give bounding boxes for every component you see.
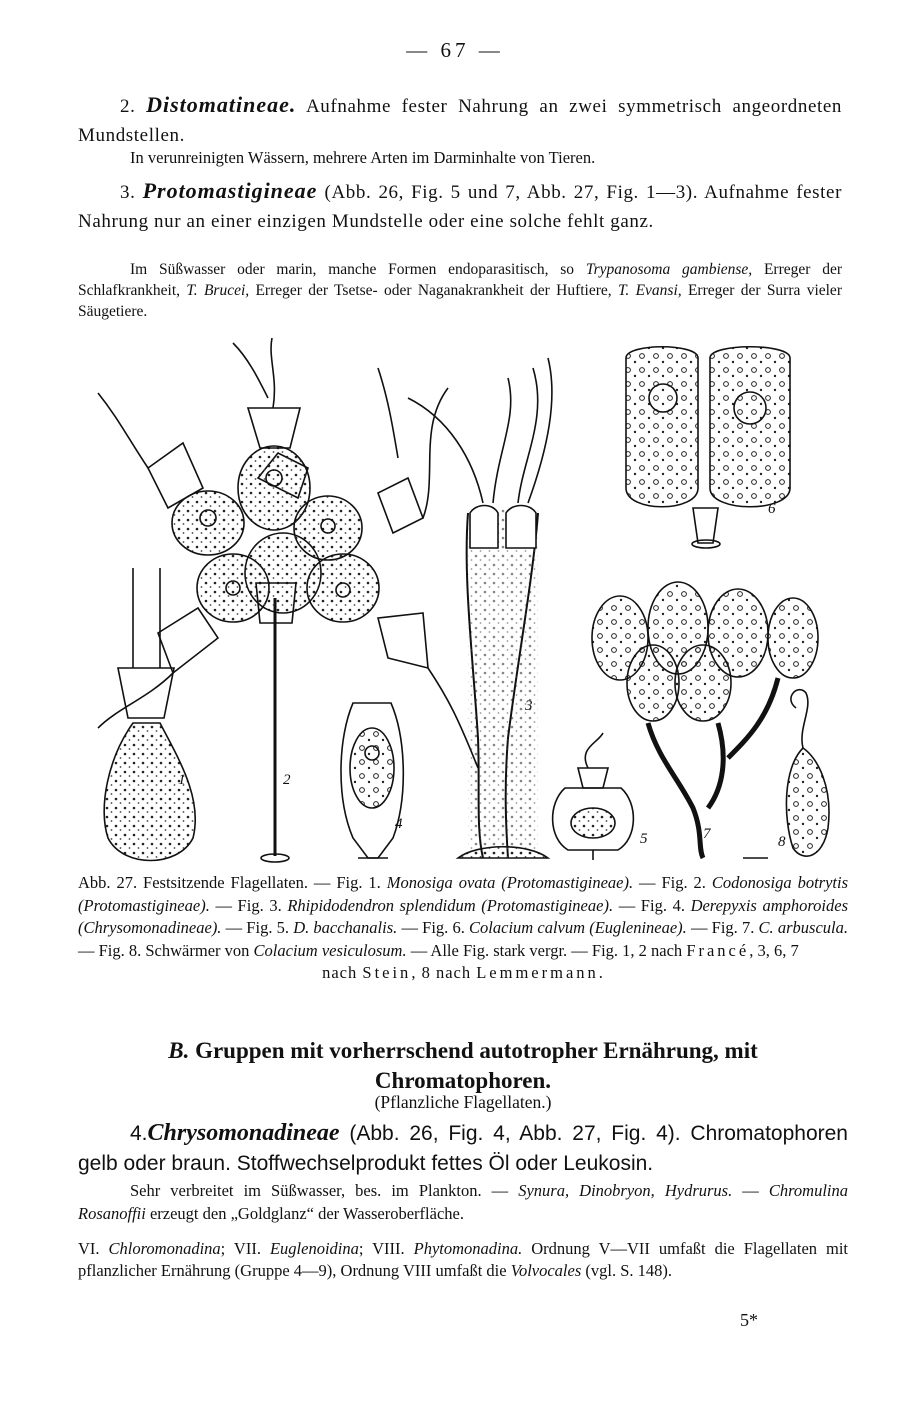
caption-author: Lemmermann <box>476 963 599 982</box>
classification-paragraph <box>78 1238 848 1282</box>
item-2-paragraph <box>78 90 842 150</box>
figure-caption <box>78 872 848 985</box>
caption-text: — Fig. 8. Schwärmer von <box>78 940 254 960</box>
item-3-paragraph <box>78 176 842 236</box>
item-3-name: Protomastigineae <box>142 178 318 203</box>
caption-text: — Fig. 4. <box>613 895 691 915</box>
item-2-name: Distomatineae. <box>146 92 297 117</box>
figure-8-drawing <box>786 690 829 856</box>
signature-mark: 5* <box>740 1310 758 1330</box>
class-text: VI. <box>78 1239 109 1258</box>
caption-author: Stein <box>362 963 412 982</box>
caption-species: Colacium calvum (Euglenineae). <box>469 918 687 937</box>
figure-label-4: 4 <box>395 816 403 832</box>
caption-text: — Fig. 3. <box>209 895 288 915</box>
caption-species: D. bacchanalis. <box>293 918 398 937</box>
species-name: T. Evansi, <box>617 282 682 299</box>
caption-text: — Fig. 2. <box>633 873 712 892</box>
figure-label-1: 1 <box>178 772 186 788</box>
caption-text: — Alle Fig. stark vergr. — Fig. 1, 2 nach <box>406 940 687 960</box>
figure-7-drawing <box>592 582 818 858</box>
figure-5-drawing <box>553 733 634 860</box>
flagellates-illustration <box>78 338 848 872</box>
item-2-note <box>78 147 842 169</box>
class-name: Chloromonadina <box>108 1239 221 1258</box>
class-name: Volvocales <box>510 1261 582 1280</box>
section-letter: B. <box>168 1038 190 1063</box>
item-4-name: Chrysomonadineae <box>147 1120 340 1146</box>
section-b-heading <box>78 1036 848 1096</box>
figure-label-8: 8 <box>778 834 786 850</box>
figure-label-5: 5 <box>640 831 648 847</box>
figure-label-3: 3 <box>525 698 533 714</box>
class-text: Ordnung V—VII umfaßt die Flagellaten mit pflanzlicher Ernährung (Gruppe 4—9), Ordnung VIII umfaßt die <box>78 1239 848 1280</box>
note-text: Erreger der Tsetse- oder Naganakrankheit der Huftiere, <box>249 282 618 299</box>
item-4-paragraph <box>78 1118 848 1179</box>
item-3-number: 3. <box>120 182 136 203</box>
caption-species: C. arbuscula. <box>758 918 848 937</box>
species-name: Chromulina Rosanoffii <box>78 1181 849 1223</box>
item-4-note <box>78 1180 848 1225</box>
species-name: Trypanosoma gambiense, <box>585 261 753 278</box>
caption-species: Codonosiga botrytis (Protomastigineae). <box>78 873 848 915</box>
item-3-note <box>78 259 842 322</box>
caption-species: Rhipidodendron splendidum (Protomastigineae). <box>287 895 614 915</box>
figure-4-drawing <box>341 703 403 858</box>
caption-text: . <box>598 963 604 982</box>
item-3-text: (Abb. 26, Fig. 5 und 7, Abb. 27, Fig. 1—3). Aufnahme fester Nahrung nur an einer einzigen Mundstelle oder eine solche fehlt ganz. <box>78 182 843 232</box>
figure-1-drawing <box>104 568 195 861</box>
page-number: — 67 — <box>406 38 504 62</box>
item-4-text: (Abb. 26, Fig. 4, Abb. 27, Fig. 4). Chromatophoren gelb oder braun. Stoffwechselprodukt fettes Öl oder Leukosin. <box>78 1122 848 1175</box>
class-name: Phytomonadina. <box>413 1239 523 1258</box>
figure-label-6: 6 <box>768 501 776 517</box>
caption-species: Derepyxis amphoroides (Chrysomonadineae). <box>78 895 849 937</box>
caption-species: Colacium vesiculosum. <box>253 940 407 960</box>
item-4-number: 4. <box>130 1122 148 1145</box>
note-text: erzeugt den „Goldglanz“ der Wasseroberfläche. <box>145 1203 464 1223</box>
figure-3-drawing <box>408 358 552 858</box>
class-name: Euglenoidina <box>269 1239 359 1258</box>
figure-label-2: 2 <box>283 772 291 788</box>
caption-text: — Fig. 6. <box>397 918 470 937</box>
note-text: — <box>732 1181 769 1200</box>
note-text: Im Süßwasser oder marin, manche Formen endoparasitisch, so <box>130 261 586 278</box>
caption-text: Abb. 27. Festsitzende Flagellaten. — Fig. 1. <box>78 873 387 892</box>
caption-text: — Fig. 7. <box>686 918 759 937</box>
caption-author: Francé <box>686 940 750 960</box>
caption-text: — Fig. 5. <box>221 918 294 937</box>
note-text: Erreger der Surra vieler Säugetiere. <box>78 282 842 320</box>
note-text: Sehr verbreitet im Süßwasser, bes. im Plankton. — <box>130 1181 519 1200</box>
class-text: ; VIII. <box>358 1239 414 1258</box>
section-title: Gruppen mit vorherrschend autotropher Ernährung, mit Chromatophoren. <box>189 1038 758 1093</box>
note-text: Erreger der Schlafkrankheit, <box>78 261 842 299</box>
caption-last-line <box>78 962 848 985</box>
caption-text: , 8 nach <box>411 963 477 982</box>
caption-text: , 3, 6, 7 <box>749 940 799 960</box>
caption-text: nach <box>322 963 363 982</box>
figure-label-7: 7 <box>703 826 711 842</box>
item-2-text: Aufnahme fester Nahrung an zwei symmetrisch angeordneten Mundstellen. <box>78 96 842 146</box>
class-text: ; VII. <box>220 1239 270 1258</box>
item-2-note-text: In verunreinigten Wässern, mehrere Arten im Darminhalte von Tieren. <box>130 148 596 167</box>
section-b-subtitle: (Pflanzliche Flagellaten.) <box>374 1092 552 1112</box>
caption-species: Monosiga ovata (Protomastigineae). <box>386 873 634 892</box>
species-name: T. Brucei, <box>186 282 250 299</box>
figure-6-drawing <box>626 347 790 548</box>
class-text: (vgl. S. 148). <box>581 1261 672 1280</box>
species-name: Synura, Dinobryon, Hydrurus. <box>518 1181 733 1200</box>
item-2-number: 2. <box>120 96 136 117</box>
